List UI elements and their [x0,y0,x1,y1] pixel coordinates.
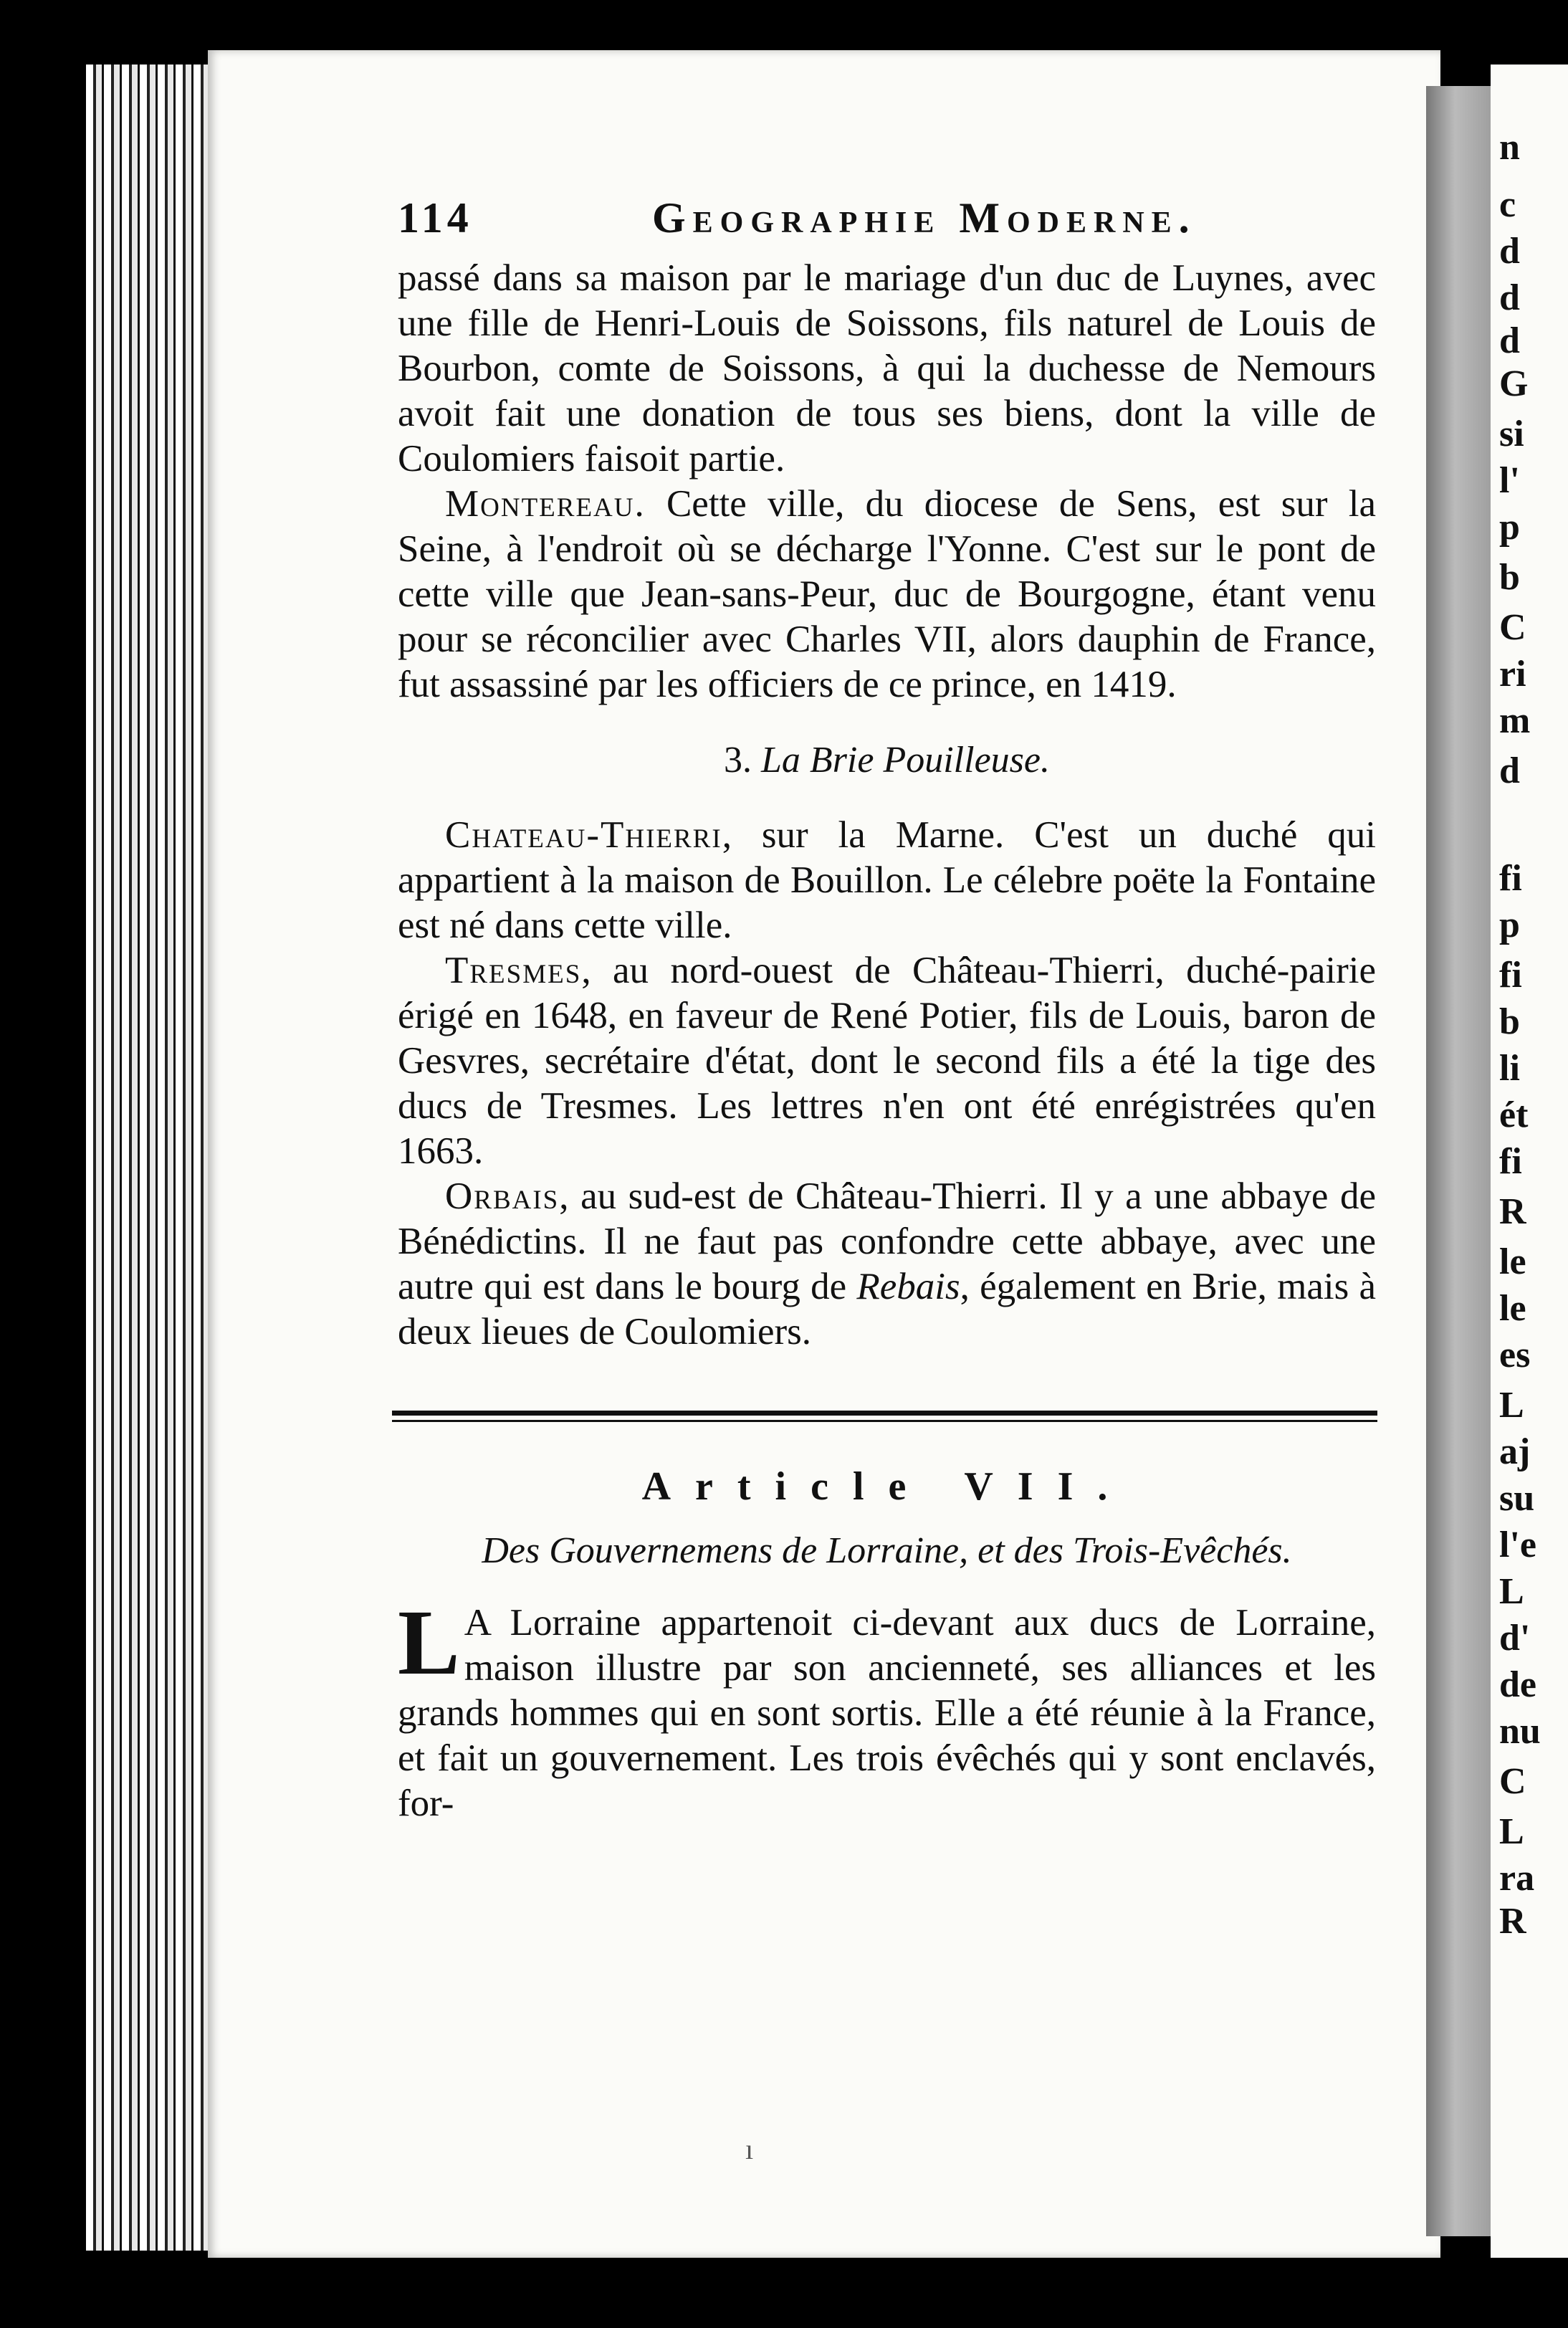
paragraph-chateau-thierri [398,813,1376,948]
facing-page-fragment [1491,65,1568,2258]
section-title: La Brie Pouilleuse. [761,740,1050,781]
article-subtitle: Des Gouvernemens de Lorraine, et des Trois-Evêchés. [482,1530,1292,1571]
section-heading [398,739,1376,781]
paragraph-montereau [398,482,1376,707]
facing-page-letter: d [1499,231,1520,272]
article-title: Article VII. [641,1464,1132,1509]
paragraph-orbais [398,1174,1376,1355]
facing-page-letter: R [1499,1191,1526,1232]
facing-page-letter: ét [1499,1094,1529,1135]
facing-page-letter: L [1499,1385,1524,1426]
facing-page-letter: C [1499,607,1526,648]
facing-page-letter: si [1499,414,1524,454]
chateau-thierri-text: , sur la Marne. C'est un duché qui appartient à la maison de Bouillon. Le célebre poëte la Fontaine est né dans cette ville. [398,814,1376,946]
ink-mark: ı [745,2133,754,2165]
gutter-shadow [1426,86,1498,2236]
facing-page-letter: d [1499,750,1520,791]
facing-page-letter: n [1499,127,1520,168]
facing-page-letter: p [1499,507,1520,548]
facing-page-letter: L [1499,1571,1524,1612]
tresmes-text: , au nord-ouest de Château-Thierri, duché-pairie érigé en 1648, en faveur de René Potier, fils de Louis, baron de Gesvres, secrétaire d'état, dont le second fils a été la tige des ducs de Tresmes. Les lettres n'en ont été enrégistrées qu'en 1663. [398,950,1376,1172]
facing-page-letter: L [1499,1811,1524,1852]
place-name-orbais: Orbais [445,1175,560,1217]
place-name-chateau-thierri: Chateau-Thierri [445,814,722,856]
facing-page-letter: C [1499,1761,1526,1802]
facing-page-letter: fi [1499,1141,1522,1182]
facing-page-letter: aj [1499,1431,1531,1472]
facing-page-letter: ri [1499,654,1526,695]
facing-page-letter: R [1499,1901,1526,1942]
paragraph-lorraine [398,1591,1376,1826]
facing-page-letter: l'e [1499,1525,1536,1565]
running-head [398,194,1376,243]
facing-page-letter: fi [1499,858,1522,899]
facing-page-letter: d' [1499,1618,1531,1659]
facing-page-letter: ra [1499,1858,1535,1899]
facing-page-letter: le [1499,1241,1526,1282]
facing-page-letter: d [1499,320,1520,361]
facing-page-letter: l' [1499,460,1520,501]
orbais-text-after: , également en Brie, mais à deux lieues de Coulomiers. [398,1266,1377,1353]
drop-cap: L [398,1591,460,1694]
facing-page-letter: es [1499,1335,1531,1375]
facing-page-letter: m [1499,700,1531,741]
page-number: 114 [398,194,473,242]
facing-page-letter: p [1499,905,1520,945]
running-title: Geographie Moderne. [652,194,1197,242]
facing-page-letter: nu [1499,1711,1541,1752]
facing-page-letter: b [1499,557,1520,598]
lorraine-text: A Lorraine appartenoit ci-devant aux ducs de Lorraine, maison illustre par son ancienneté, ses alliances et les grands hommes qui en sont sortis. Elle a été réunie à la France, et fait un gouvernement. Les trois évêchés qui y sont enclavés, for- [398,1602,1376,1824]
facing-page-letter: fi [1499,955,1522,996]
paragraph-tresmes [398,948,1376,1174]
facing-page-letter: de [1499,1664,1536,1705]
facing-page-letter: d [1499,277,1520,318]
place-name-tresmes: Tresmes [445,950,582,991]
double-rule-divider [392,1411,1377,1422]
section-number: 3. [724,740,752,781]
facing-page-letter: c [1499,184,1516,225]
place-name-montereau: Montereau. [445,483,646,525]
facing-page-letter: b [1499,1001,1520,1042]
facing-page-letter: le [1499,1288,1526,1329]
page-content [398,194,1376,1826]
facing-page-letter: G [1499,363,1529,404]
orbais-text-before: , au sud-est de Château-Thierri. Il y a une abbaye de Bénédictins. Il ne faut pas confondre cette abbaye, avec une autre qui est dans le bourg de [398,1175,1376,1307]
facing-page-letter: li [1499,1048,1520,1089]
paragraph-coulomiers: passé dans sa maison par le mariage d'un duc de Luynes, avec une fille de Henri-Louis de Soissons, fils naturel de Louis de Bourbon, comte de Soissons, à qui la duchesse de Nemours avoit fait une donation de tous ses biens, dont la ville de Coulomiers faisoit partie. [398,257,1376,480]
place-name-rebais: Rebais [856,1266,960,1307]
montereau-text: Cette ville, du diocese de Sens, est sur la Seine, à l'endroit où se décharge l'Yonne. C'est sur le pont de cette ville que Jean-sans-Peur, duc de Bourgogne, étant venu pour se réconcilier avec Charles VII, alors dauphin de France, fut assassiné par les officiers de ce prince, en 1419. [398,483,1376,705]
facing-page-letter: su [1499,1478,1535,1519]
